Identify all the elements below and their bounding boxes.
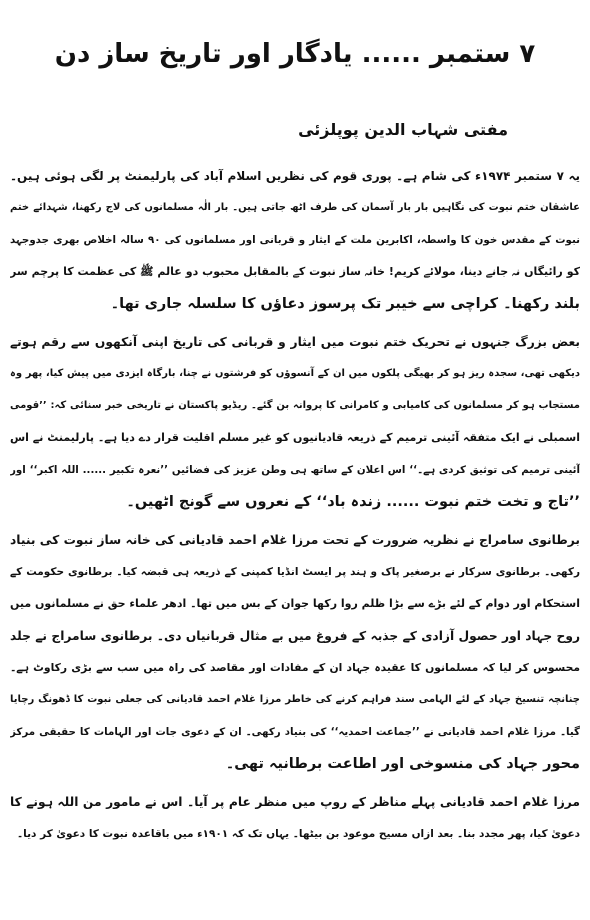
text-line: ’’تاج و تخت ختم نبوت ...... زندہ باد‘‘ کے نعروں سے گونج اٹھیں۔ <box>126 494 580 510</box>
article-body <box>10 160 580 850</box>
text-line: محسوس کر لیا کہ مسلمانوں کا عقیدہ جہاد ان کے مفادات اور مقاصد کی راہ میں سب سے بڑی رکاوٹ ہے۔ <box>10 661 580 674</box>
text-line: اسمبلی نے ایک متفقہ آئینی ترمیم کے ذریعہ قادیانیوں کو غیر مسلم اقلیت قرار دے دیا ہے۔ پارلیمنٹ نے اس <box>10 431 580 444</box>
text-line: بلند رکھنا۔ کراچی سے خیبر تک پرسوز دعاؤں کا سلسلہ جاری تھا۔ <box>110 296 580 312</box>
article-author: مفتی شہاب الدین پوپلزئی <box>298 120 508 139</box>
text-line: نبوت کے مقدس خون کا واسطہ، اکابرین ملت کے ایثار و قربانی اور مسلمانوں کی ۹۰ سالہ اخلاص بھری جدوجہد <box>10 234 580 246</box>
text-line: مستجاب ہو کر مسلمانوں کی کامیابی و کامرانی کا پروانہ بن گئے۔ ریڈیو پاکستان نے تاریخی خبر سنائی کہ: ’’قومی <box>10 400 580 411</box>
text-line: چنانچہ تنسیخ جہاد کے لئے الہامی سند فراہم کرنے کی خاطر مرزا غلام احمد قادیانی کی جعلی نبوت کا ڈھونگ رچایا <box>10 694 580 705</box>
text-line: استحکام اور دوام کے لئے بڑے سے بڑا ظلم روا رکھا جوان کے بس میں تھا۔ ادھر علماء حق نے مسلمانوں میں <box>10 597 580 610</box>
text-line: آئینی ترمیم کی توثیق کردی ہے۔‘‘ اس اعلان کے ساتھ ہی وطن عزیز کی فضائیں ’’نعرہ تکبیر ...... اللہ اکبر‘‘ اور <box>10 464 580 476</box>
text-line: یہ ۷ ستمبر ۱۹۷۴ء کی شام ہے۔ پوری قوم کی نظریں اسلام آباد کی پارلیمنٹ پر لگی ہوئی ہیں۔ <box>10 169 580 183</box>
text-line: مرزا غلام احمد قادیانی پہلے مناظر کے روپ میں منظر عام پر آیا۔ اس نے مامور من اللہ ہونے کا <box>10 795 580 809</box>
text-line: دعویٰ کیا، پھر مجدد بنا۔ بعد ازاں مسیح موعود بن بیٹھا۔ یہاں تک کہ ۱۹۰۱ء میں باقاعدہ نبوت کا دعویٰ کر دیا۔ <box>17 828 580 840</box>
text-line: کو رائیگاں نہ جانے دینا، مولائے کریم! خانہ ساز نبوت کے بالمقابل محبوب دو عالم ﷺ کی عظمت کا پرچم سر <box>10 265 580 278</box>
text-line: محور جہاد کی منسوخی اور اطاعت برطانیہ تھی۔ <box>225 756 580 772</box>
text-line: برطانوی سامراج نے نظریہ ضرورت کے تحت مرزا غلام احمد قادیانی کی خانہ ساز نبوت کی بنیاد <box>10 533 580 547</box>
text-line: رکھی۔ برطانوی سرکار نے برصغیر پاک و ہند پر ایسٹ انڈیا کمپنی کے ذریعہ ہی قبضہ کیا۔ برطانوی حکومت کے <box>10 566 580 578</box>
paragraph-4 <box>10 786 580 850</box>
text-line: بعض بزرگ جنہوں نے تحریک ختم نبوت میں ایثار و قربانی کی تاریخ اپنی آنکھوں سے رقم ہوتے <box>10 335 580 349</box>
paragraph-3 <box>10 524 580 780</box>
text-line: عاشقان ختم نبوت کی نگاہیں بار بار آسمان کی طرف اٹھ جاتی ہیں۔ بار الٰہ مسلمانوں کی لاج رکھنا، شہدائے ختم <box>10 202 580 213</box>
paragraph-1 <box>10 160 580 320</box>
paragraph-2 <box>10 326 580 518</box>
text-line: روح جہاد اور حصول آزادی کے جذبہ کے فروغ میں بے مثال قربانیاں دی۔ برطانوی سامراج نے جلد <box>10 629 580 643</box>
article-title: ۷ ستمبر ...... یادگار اور تاریخ ساز دن <box>54 39 536 69</box>
article-page <box>10 0 580 920</box>
text-line: دیکھی تھی، سجدہ ریز ہو کر بھیگی پلکوں میں ان کے آنسوؤں کو فرشتوں نے چنا، بارگاہ ایزدی میں پیش کیا، پھر وہ <box>10 368 580 379</box>
text-line: گیا۔ مرزا غلام احمد قادیانی نے ’’جماعت احمدیہ‘‘ کی بنیاد رکھی۔ ان کے دعوی جات اور الہامات کا حقیقی مرکز <box>10 726 580 738</box>
